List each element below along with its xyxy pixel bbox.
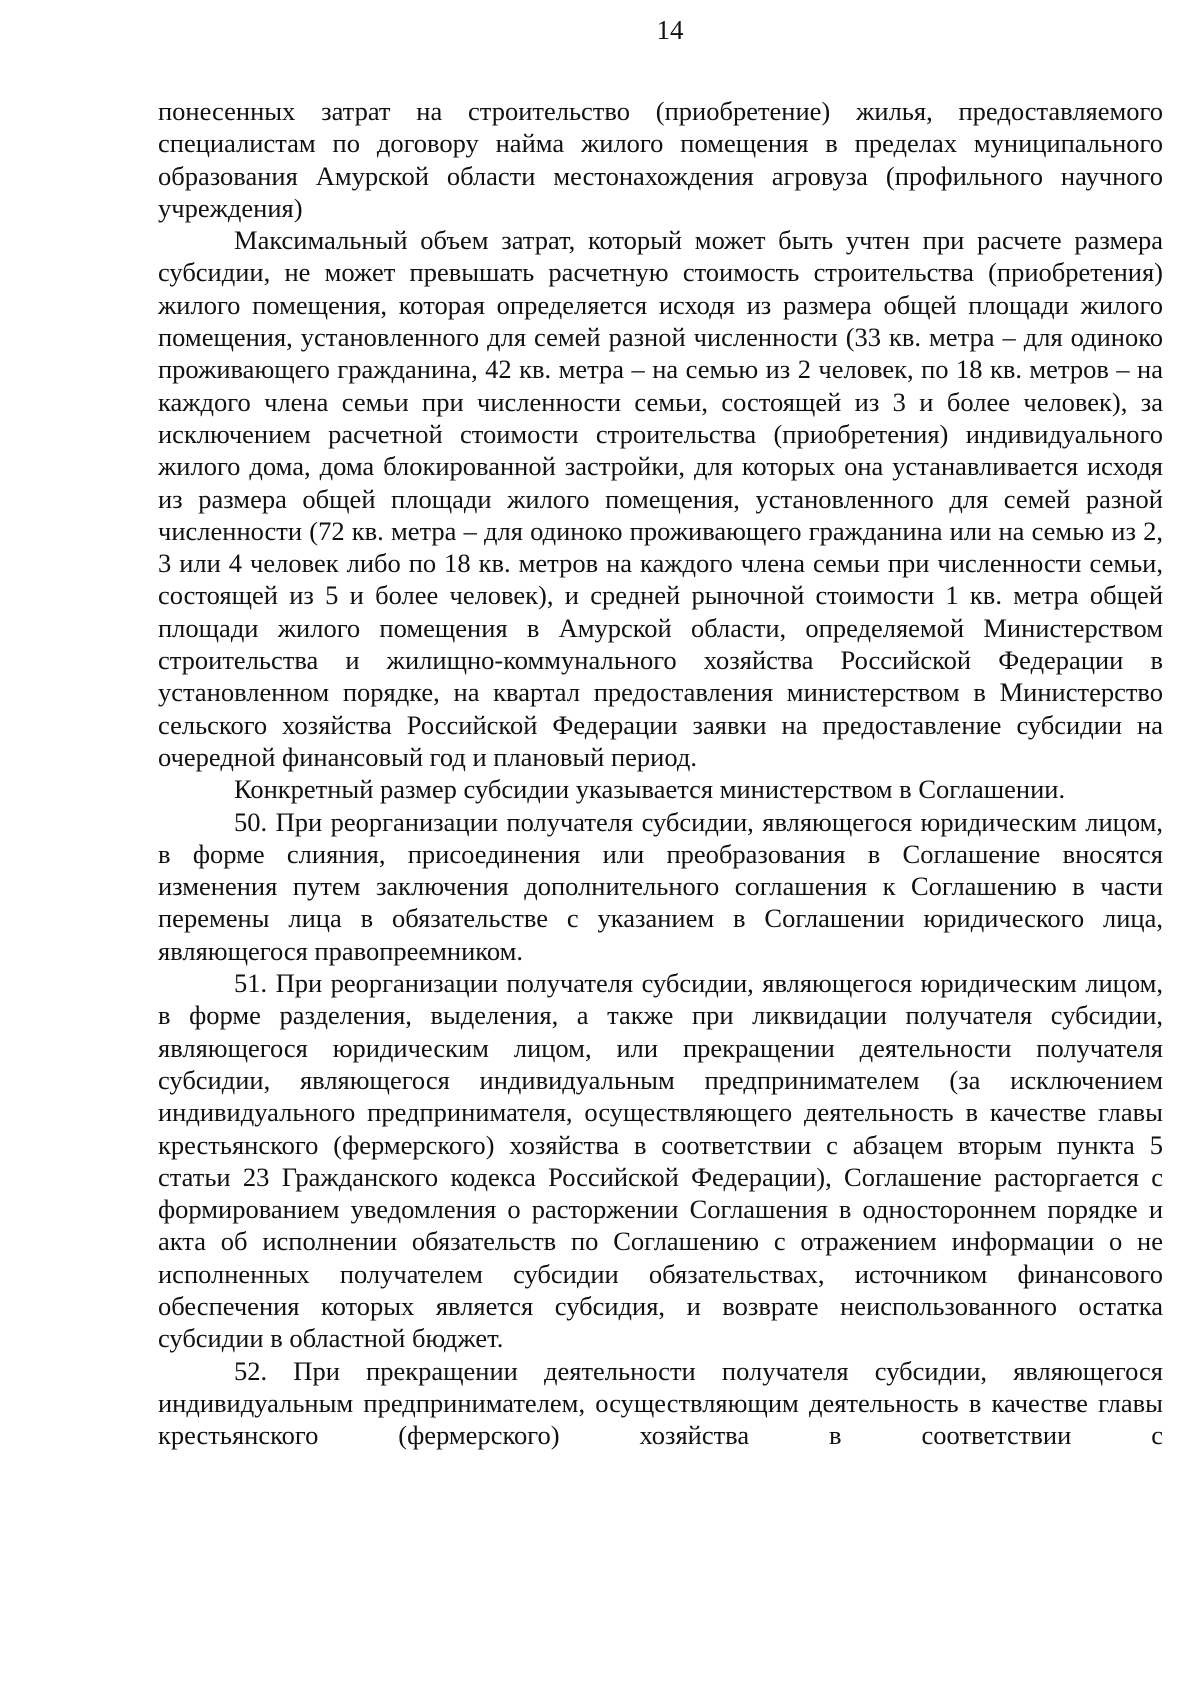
paragraph-item-50: 50. При реорганизации получателя субсидии, являющегося юридическим лицом, в форме слияния, присоединения или преобразования в Соглашение вносятся изменения путем заключения дополнительного соглашения к Соглашению в части перемены лица в обязательстве с указанием в Соглашении юридического лица, являющегося правопреемником.: [158, 806, 1163, 966]
document-body: [158, 95, 1163, 1451]
paragraph-continuation: понесенных затрат на строительство (приобретение) жилья, предоставляемого специалистам по договору найма жилого помещения в пределах муниципального образования Амурской области местонахождения агровуза (профильного научного учреждения): [158, 96, 1163, 223]
paragraph-specific-amount: Конкретный размер субсидии указывается министерством в Соглашении.: [234, 774, 1066, 805]
page-number: 14: [656, 15, 684, 45]
paragraph-item-52: 52. При прекращении деятельности получателя субсидии, являющегося индивидуальным предпринимателем, осуществляющим деятельность в качестве главы крестьянского (фермерского) хозяйства в соответствии с: [158, 1355, 1163, 1451]
paragraph-item-51: 51. При реорганизации получателя субсидии, являющегося юридическим лицом, в форме разделения, выделения, а также при ликвидации получателя субсидии, являющегося юридическим лицом, или прекращении деятельности получателя субсидии, являющегося индивидуальным предпринимателем (за исключением индивидуального предпринимателя, осуществляющего деятельность в качестве главы крестьянского (фермерского) хозяйства в соответствии с абзацем вторым пункта 5 статьи 23 Гражданского кодекса Российской Федерации), Соглашение расторгается с формированием уведомления о расторжении Соглашения в одностороннем порядке и акта об исполнении обязательств по Соглашению с отражением информации о не исполненных получателем субсидии обязательствах, источником финансового обеспечения которых является субсидия, и возврате неиспользованного остатка субсидии в областной бюджет.: [158, 968, 1163, 1354]
paragraph-max-cost: Максимальный объем затрат, который может быть учтен при расчете размера субсидии, не может превышать расчетную стоимость строительства (приобретения) жилого помещения, которая определяется исходя из размера общей площади жилого помещения, установленного для семей разной численности (33 кв. метра – для одиноко проживающего гражданина, 42 кв. метра – на семью из 2 человек, по 18 кв. метров – на каждого члена семьи при численности семьи, состоящей из 3 и более человек), за исключением расчетной стоимости строительства (приобретения) индивидуального жилого дома, дома блокированной застройки, для которых она устанавливается исходя из размера общей площади жилого помещения, установленного для семей разной численности (72 кв. метра – для одиноко проживающего гражданина или на семью из 2, 3 или 4 человек либо по 18 кв. метров на каждого члена семьи при численности семьи, состоящей из 5 и более человек), и средней рыночной стоимости 1 кв. метра общей площади жилого помещения в Амурской области, определяемой Министерством строительства и жилищно-коммунального хозяйства Российской Федерации в установленном порядке, на квартал предоставления министерством в Министерство сельского хозяйства Российской Федерации заявки на предоставление субсидии на очередной финансовый год и плановый период.: [158, 225, 1163, 772]
